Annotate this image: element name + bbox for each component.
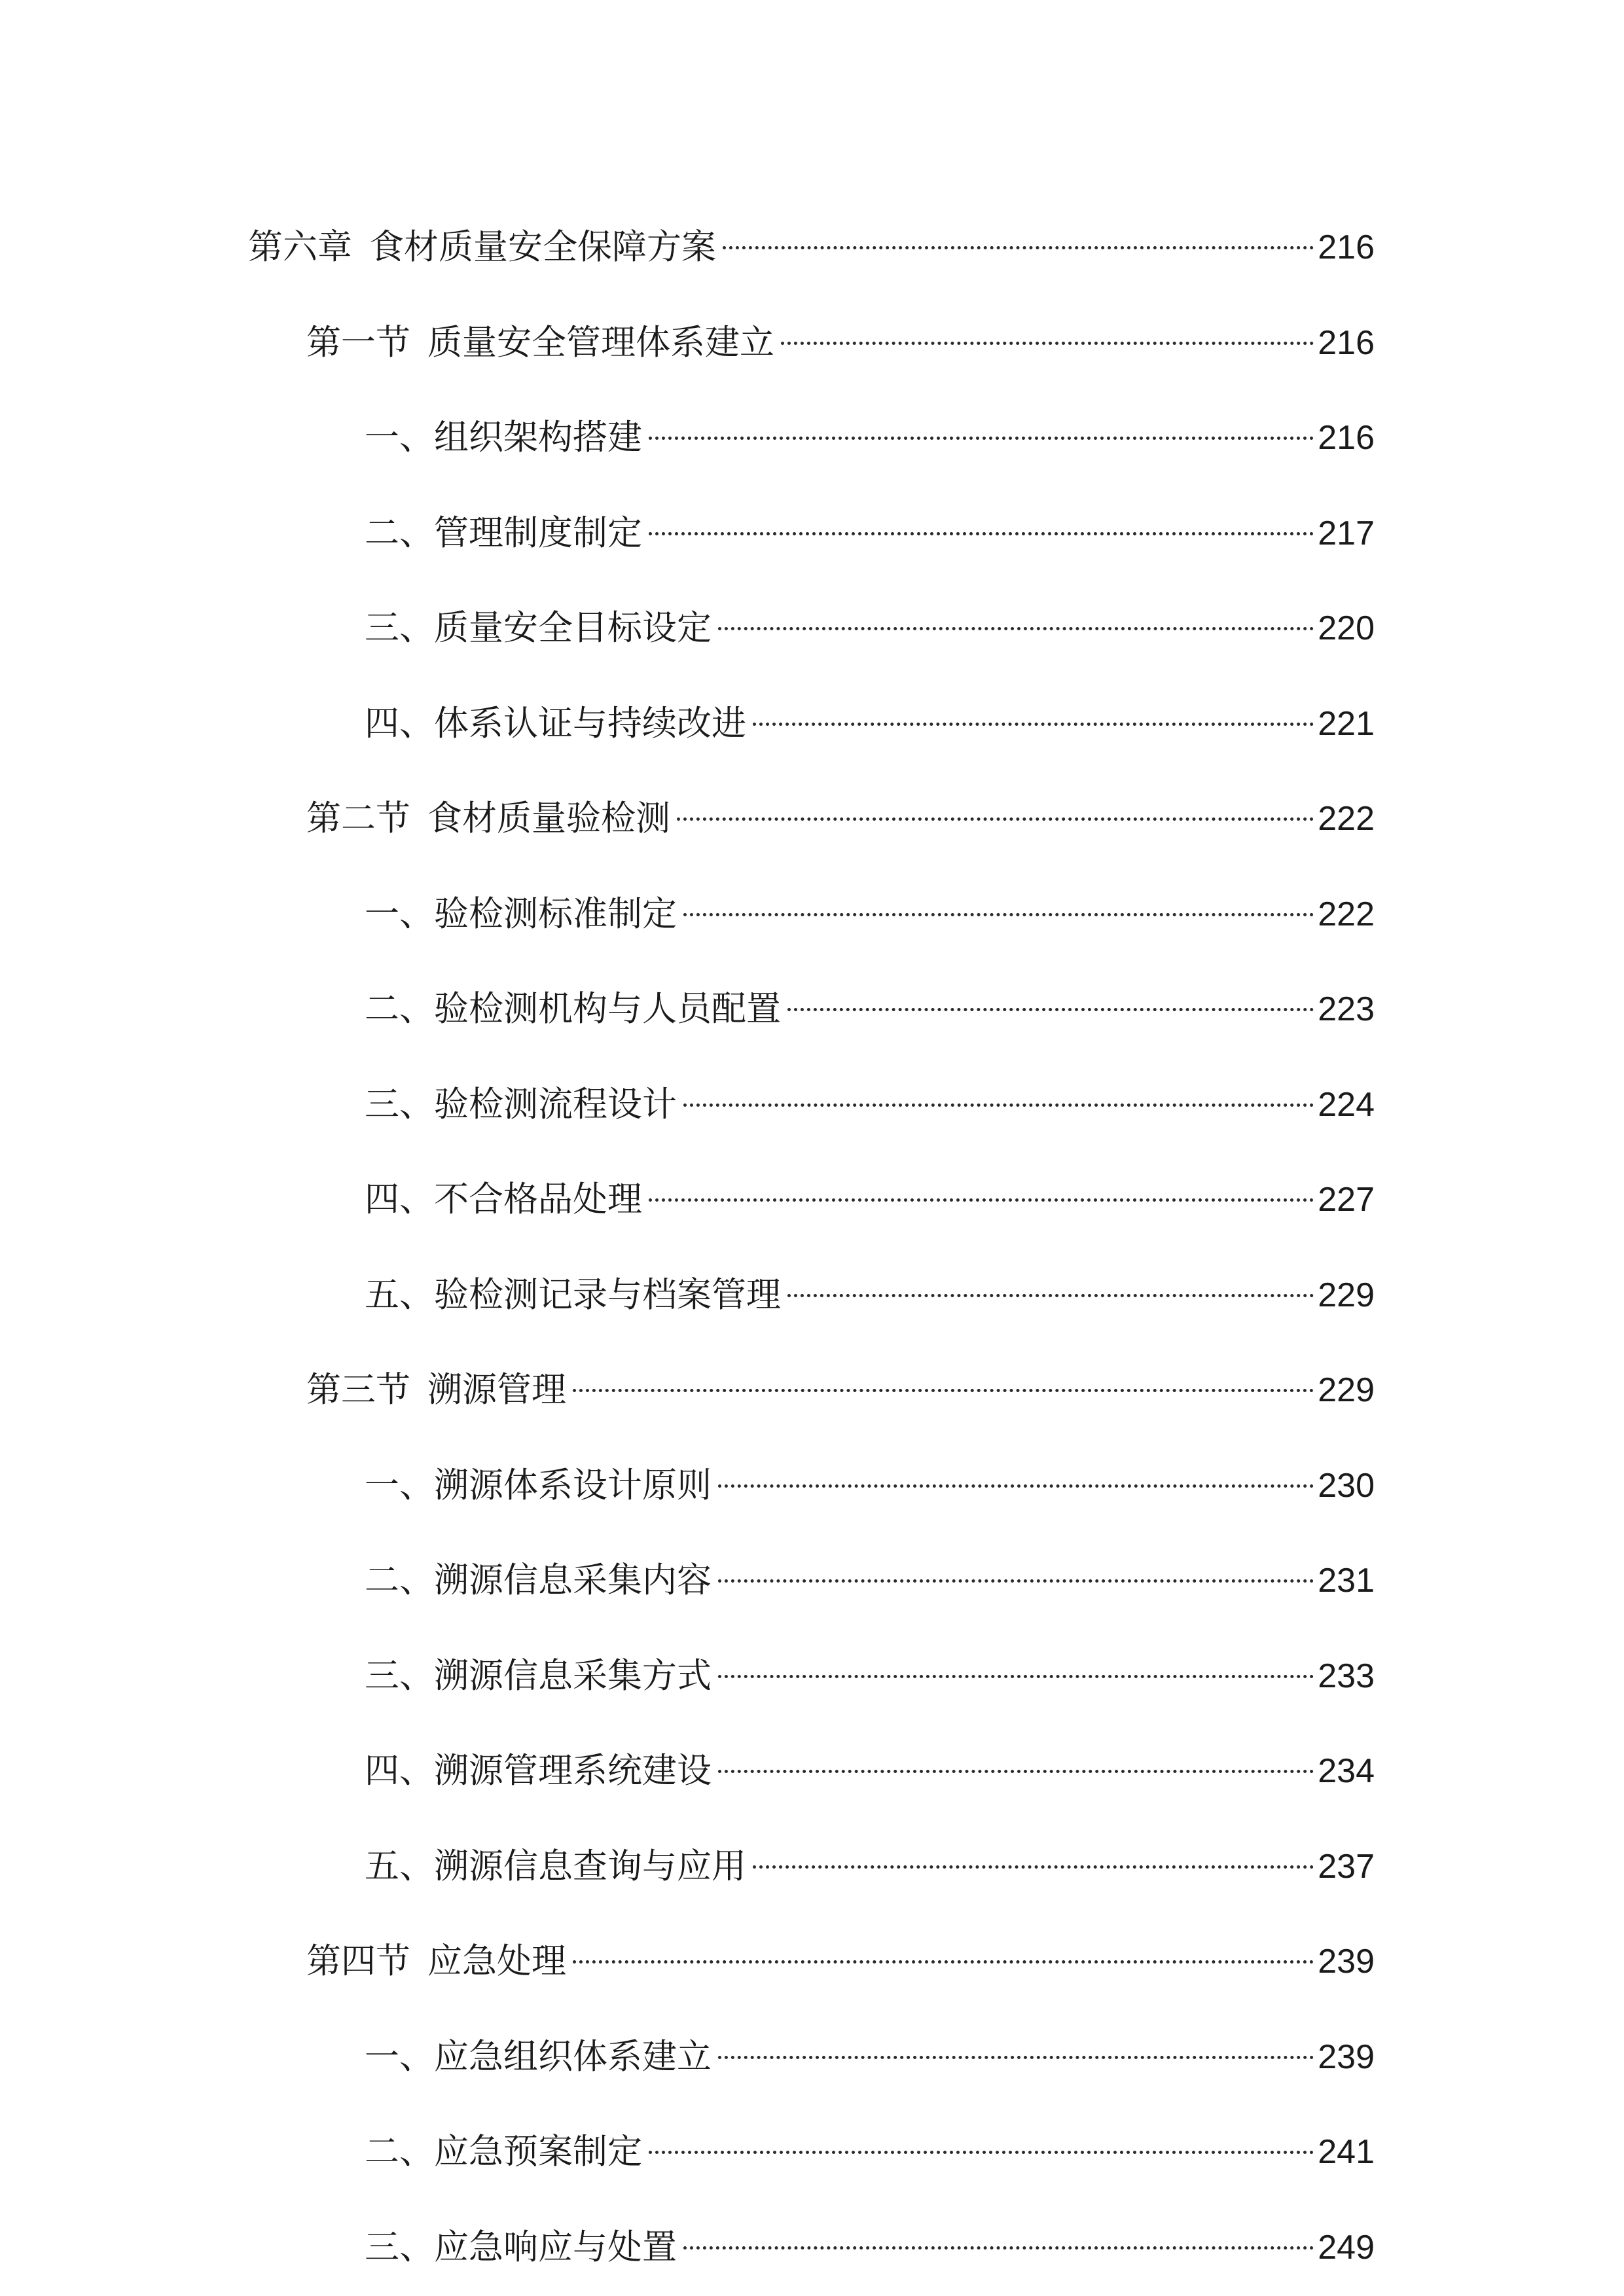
toc-entry-prefix: 第一节 [306, 322, 410, 363]
toc-dot-leader [718, 2056, 1314, 2059]
toc-entry[interactable] [365, 497, 1375, 569]
toc-page-number: 249 [1318, 2228, 1375, 2267]
toc-entry-title [365, 1164, 642, 1236]
toc-entry-title [365, 1259, 781, 1331]
toc-entry[interactable] [365, 1545, 1375, 1617]
toc-page-number: 216 [1318, 323, 1375, 362]
toc-entry-text: 一、应急组织体系建立 [365, 2036, 712, 2077]
toc-entry-text: 四、不合格品处理 [365, 1179, 642, 1219]
toc-entry-title [365, 688, 746, 760]
toc-entry-title [365, 973, 781, 1045]
toc-entry[interactable] [365, 1259, 1375, 1331]
toc-entry-text: 四、体系认证与持续改进 [365, 703, 746, 744]
toc-page-number: 221 [1318, 704, 1375, 743]
toc-entry-text: 一、验检测标准制定 [365, 893, 677, 934]
toc-page-number: 229 [1318, 1276, 1375, 1314]
toc-entry-text: 应急处理 [427, 1941, 566, 1981]
toc-dot-leader [753, 1865, 1314, 1869]
toc-entry-text: 溯源管理 [427, 1370, 566, 1410]
toc-entry-text: 四、溯源管理系统建设 [365, 1751, 712, 1791]
toc-page-number: 229 [1318, 1371, 1375, 1409]
toc-dot-leader [573, 1960, 1314, 1964]
toc-dot-leader [683, 1103, 1314, 1107]
toc-entry-title [365, 1450, 712, 1522]
toc-entry-text: 质量安全管理体系建立 [427, 322, 774, 363]
toc-entry-title [365, 497, 642, 569]
toc-entry-title [365, 2116, 642, 2188]
toc-dot-leader [649, 532, 1314, 535]
toc-entry-title [365, 1545, 712, 1617]
toc-page-number: 222 [1318, 895, 1375, 933]
toc-entry-text: 三、验检测流程设计 [365, 1084, 677, 1124]
toc-dot-leader [683, 2246, 1314, 2250]
toc-entry-prefix: 第三节 [306, 1370, 410, 1410]
toc-entry-prefix: 第二节 [306, 798, 410, 838]
toc-entry-title [306, 1926, 566, 1998]
toc-dot-leader [787, 1294, 1314, 1297]
toc-entry-text: 一、组织架构搭建 [365, 418, 642, 457]
toc-entry-title [248, 211, 716, 283]
toc-dot-leader [723, 246, 1314, 249]
toc-dot-leader [649, 437, 1314, 440]
toc-dot-leader [677, 817, 1314, 821]
toc-dot-leader [718, 1484, 1314, 1488]
toc-dot-leader [781, 342, 1314, 345]
toc-entry[interactable] [365, 2021, 1375, 2093]
toc-page-number: 222 [1318, 800, 1375, 838]
toc-dot-leader [718, 1579, 1314, 1583]
toc-entry-text: 食材质量验检测 [427, 798, 670, 838]
toc-entry-title [365, 2021, 712, 2093]
toc-entry-title [365, 1640, 712, 1712]
toc-entry-text: 三、质量安全目标设定 [365, 608, 712, 648]
toc-entry[interactable] [365, 2116, 1375, 2188]
toc-entry-text: 二、应急预案制定 [365, 2132, 642, 2172]
toc-dot-leader [683, 913, 1314, 916]
toc-entry[interactable] [365, 1831, 1375, 1903]
toc-page-number: 241 [1318, 2133, 1375, 2171]
toc-dot-leader [753, 723, 1314, 726]
toc-entry[interactable] [365, 402, 1375, 474]
toc-page-number: 239 [1318, 2037, 1375, 2076]
toc-entry[interactable] [248, 211, 1375, 283]
toc-dot-leader [649, 1198, 1314, 1202]
toc-dot-leader [718, 627, 1314, 630]
toc-page-number: 233 [1318, 1657, 1375, 1695]
toc-entry-text: 二、验检测机构与人员配置 [365, 989, 781, 1029]
toc-entry-text: 一、溯源体系设计原则 [365, 1465, 712, 1505]
toc-entry-text: 二、溯源信息采集内容 [365, 1560, 712, 1600]
toc-page-number: 220 [1318, 609, 1375, 647]
toc-entry-title [365, 878, 677, 950]
toc-page-number: 239 [1318, 1943, 1375, 1981]
toc-page-number: 216 [1318, 419, 1375, 457]
toc-entry-title [365, 592, 712, 664]
toc-page-number: 227 [1318, 1181, 1375, 1219]
toc-entry-title [365, 1069, 677, 1141]
toc-dot-leader [573, 1389, 1314, 1392]
toc-dot-leader [718, 1675, 1314, 1678]
toc-entry[interactable] [306, 1926, 1375, 1998]
toc-dot-leader [787, 1008, 1314, 1011]
toc-entry-prefix: 第六章 [248, 227, 352, 267]
toc-entry-text: 食材质量安全保障方案 [369, 227, 716, 267]
toc-entry-text: 五、验检测记录与档案管理 [365, 1274, 781, 1315]
toc-entry-title [306, 307, 774, 379]
toc-entry[interactable] [365, 1450, 1375, 1522]
toc-entry[interactable] [365, 1640, 1375, 1712]
toc-page-number: 223 [1318, 990, 1375, 1028]
toc-entry[interactable] [365, 688, 1375, 760]
toc-entry-title [365, 1831, 746, 1903]
toc-dot-leader [718, 1770, 1314, 1773]
toc-page-number: 230 [1318, 1466, 1375, 1505]
toc-entry-text: 三、溯源信息采集方式 [365, 1655, 712, 1696]
toc-entry[interactable] [365, 592, 1375, 664]
toc-entry-title [365, 1735, 712, 1807]
toc-entry-prefix: 第四节 [306, 1941, 410, 1981]
toc-entry[interactable] [365, 878, 1375, 950]
toc-page-number: 234 [1318, 1752, 1375, 1790]
toc-entry-title [306, 1354, 566, 1426]
toc-entry-title [365, 402, 642, 474]
toc-entry[interactable] [365, 973, 1375, 1045]
toc-entry[interactable] [306, 783, 1375, 855]
toc-entry[interactable] [306, 1354, 1375, 1426]
toc-entry[interactable] [365, 1735, 1375, 1807]
toc-entry[interactable] [306, 307, 1375, 379]
toc-entry-text: 二、管理制度制定 [365, 512, 642, 553]
toc-entry-title [306, 783, 670, 855]
toc-entry[interactable] [365, 2212, 1375, 2284]
toc-page-number: 216 [1318, 228, 1375, 266]
toc-entry[interactable] [365, 1069, 1375, 1141]
toc-entry-text: 三、应急响应与处置 [365, 2227, 677, 2267]
toc-entry-title [365, 2212, 677, 2284]
toc-page-number: 217 [1318, 514, 1375, 552]
toc-page-number: 224 [1318, 1085, 1375, 1124]
toc-page-number: 231 [1318, 1562, 1375, 1600]
toc-page-number: 237 [1318, 1847, 1375, 1886]
toc-entry[interactable] [365, 1164, 1375, 1236]
toc-entry-text: 五、溯源信息查询与应用 [365, 1846, 746, 1886]
toc-dot-leader [649, 2151, 1314, 2154]
